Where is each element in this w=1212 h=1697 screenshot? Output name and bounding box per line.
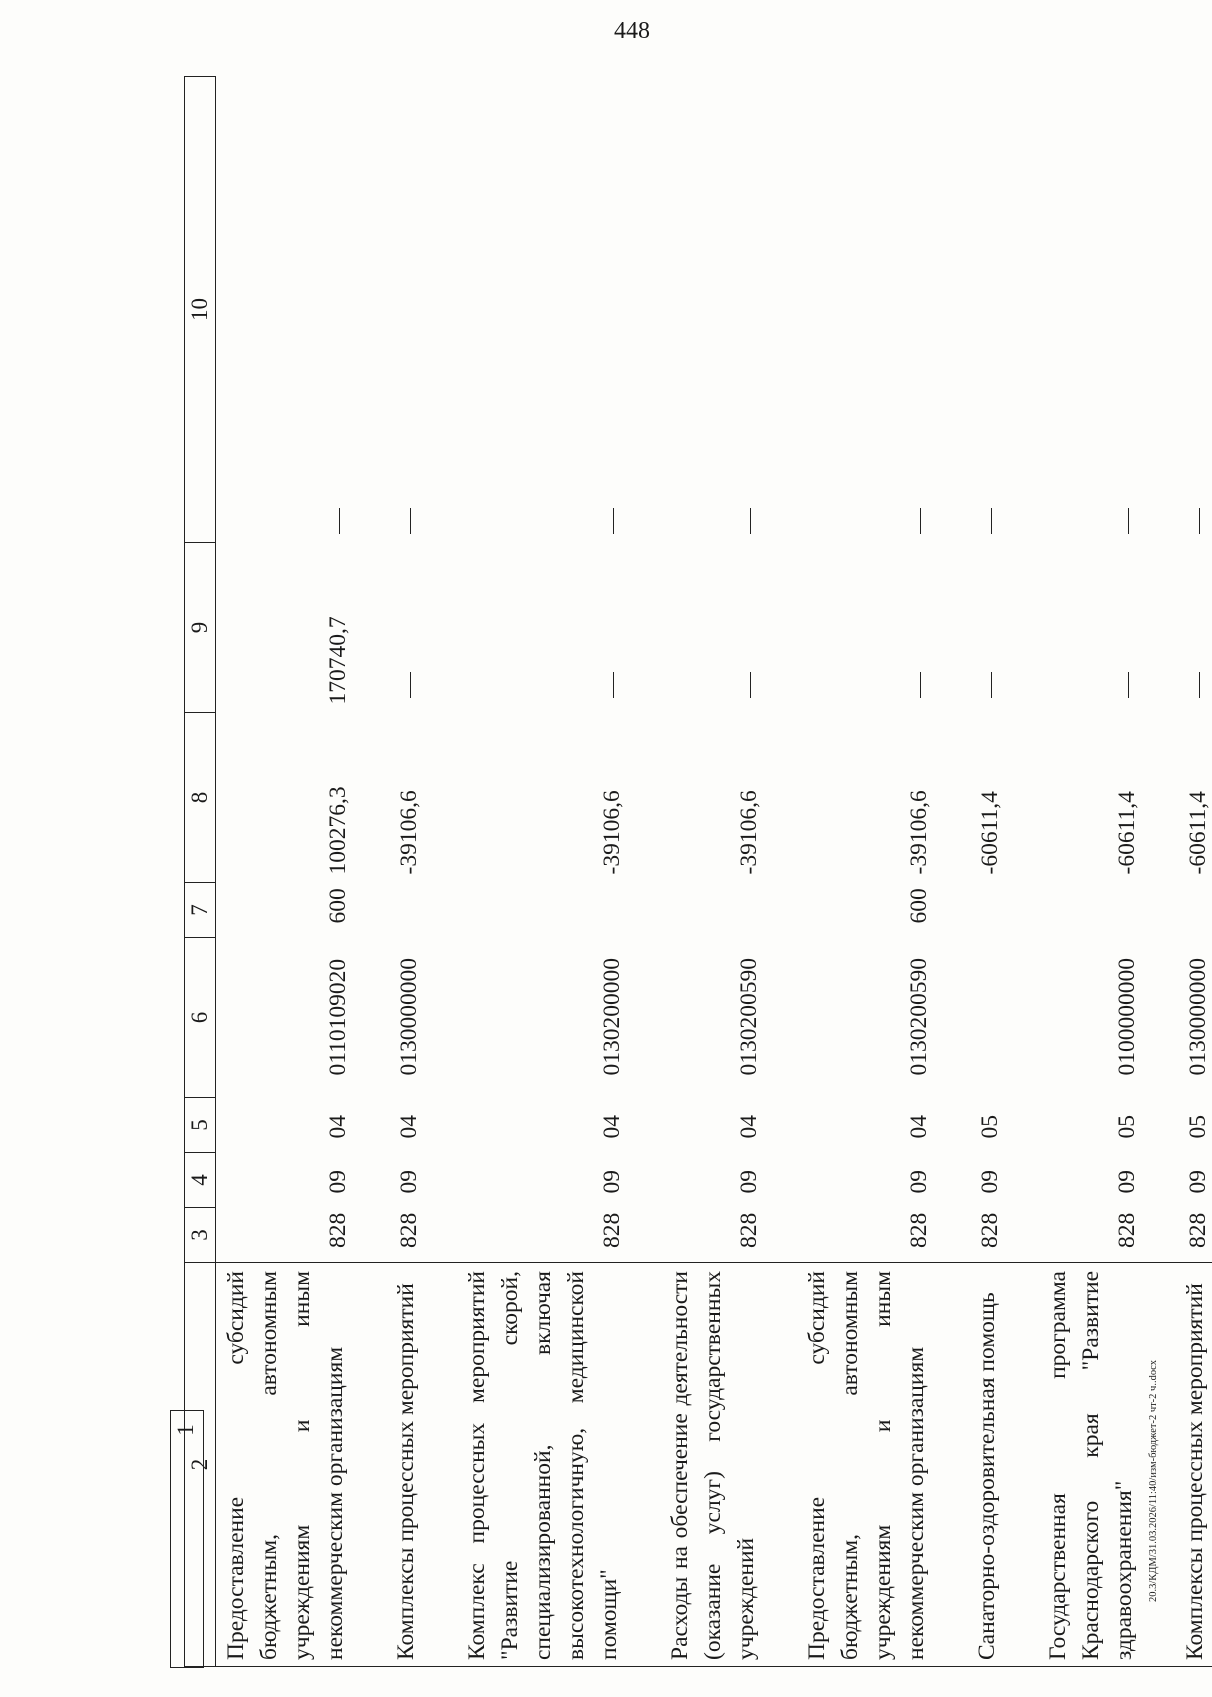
spacer-cell	[352, 1153, 390, 1208]
row-spacer	[933, 77, 971, 1667]
cell-c6: 0100000000	[1114, 958, 1140, 1076]
cell-c7: 600	[325, 888, 351, 924]
document-path-footer: 20.3/КДМ/31.03.2026/11:40/изм-бюджет-2 чт-2 ч..docx	[1148, 1360, 1159, 1602]
spacer-cell	[626, 1263, 664, 1667]
spacer-cell	[423, 543, 461, 713]
dash-mark	[613, 509, 614, 535]
spacer-cell	[933, 883, 971, 938]
spacer-cell	[352, 713, 390, 883]
dash-mark	[750, 509, 751, 535]
dash-mark	[920, 673, 921, 699]
cell-c3: 828	[736, 1212, 762, 1248]
cell-c9	[1179, 543, 1212, 713]
cell-c6: 0110109020	[325, 958, 351, 1076]
cell-c4: 09	[736, 1170, 762, 1194]
spacer-cell	[626, 883, 664, 938]
cell-name: Государственная программа Краснодарского края "Развитие здравоохранения"	[1042, 1263, 1141, 1667]
row-spacer	[352, 77, 390, 1667]
header-col-9: 9	[185, 543, 216, 713]
spacer-cell	[352, 1263, 390, 1667]
cell-c9	[801, 543, 933, 713]
spacer-cell	[626, 1098, 664, 1153]
spacer-cell	[933, 1208, 971, 1263]
cell-c3: 828	[1114, 1212, 1140, 1248]
cell-c9	[461, 543, 626, 713]
header-col-3: 3	[185, 1208, 216, 1263]
spacer-cell	[1141, 1153, 1179, 1208]
spacer-cell	[763, 713, 801, 883]
spacer-cell	[352, 543, 390, 713]
table-row	[801, 77, 933, 1667]
spacer-cell	[933, 713, 971, 883]
spacer-cell	[933, 77, 971, 543]
spacer-cell	[1004, 1208, 1042, 1263]
dash-mark	[339, 509, 340, 535]
spacer-cell	[763, 1153, 801, 1208]
cell-c9	[1042, 543, 1141, 713]
dash-mark	[613, 673, 614, 699]
cell-name: Комплексы процессных мероприятий	[390, 1263, 423, 1667]
row-spacer	[1004, 77, 1042, 1667]
header-col-2: 2	[185, 1263, 216, 1667]
cell-c3: 828	[325, 1212, 351, 1248]
dash-mark	[991, 673, 992, 699]
header-col-6: 6	[185, 938, 216, 1098]
cell-name: Предоставление субсидий бюджетным, автономным учреждениям и иным некоммерческим организациям	[801, 1263, 933, 1667]
spacer-cell	[626, 543, 664, 713]
cell-c5: 05	[1114, 1115, 1140, 1139]
dash-mark	[1128, 509, 1129, 535]
cell-c10	[801, 77, 933, 543]
cell-name: Расходы на обеспечение деятельности (оказание услуг) государственных учреждений	[664, 1263, 763, 1667]
spacer-cell	[1141, 77, 1179, 543]
cell-c7	[664, 883, 763, 938]
cell-c9: 170740,7	[325, 616, 351, 705]
cell-c10	[461, 77, 626, 543]
cell-name: Комплекс процессных мероприятий "Развитие скорой, специализированной, включая высокотехнологичную, медицинской помощи"	[461, 1263, 626, 1667]
dash-mark	[920, 509, 921, 535]
cell-c8: -60611,4	[1114, 791, 1140, 875]
spacer-cell	[423, 77, 461, 543]
spacer-cell	[763, 1263, 801, 1667]
header-col-5: 5	[185, 1098, 216, 1153]
spacer-cell	[763, 938, 801, 1098]
spacer-cell	[1004, 77, 1042, 543]
table-row	[1042, 77, 1141, 1667]
cell-c8: -60611,4	[1185, 791, 1211, 875]
cell-c6	[971, 938, 1004, 1098]
row-spacer	[763, 77, 801, 1667]
cell-c7: 600	[906, 888, 932, 924]
cell-c8: -39106,6	[599, 790, 625, 875]
spacer-cell	[1141, 713, 1179, 883]
spacer-cell	[933, 938, 971, 1098]
cell-c10	[390, 77, 423, 543]
cell-c4: 09	[325, 1170, 351, 1194]
spacer-cell	[933, 543, 971, 713]
cell-c3: 828	[1185, 1212, 1211, 1248]
table-row	[971, 77, 1004, 1667]
spacer-cell	[1141, 1098, 1179, 1153]
table-row	[390, 77, 423, 1667]
row-spacer	[1141, 77, 1179, 1667]
spacer-cell	[352, 938, 390, 1098]
cell-c8: -39106,6	[396, 790, 422, 875]
spacer-cell	[933, 1263, 971, 1667]
spacer-cell	[1004, 883, 1042, 938]
cell-c5: 04	[906, 1115, 932, 1139]
spacer-cell	[626, 1208, 664, 1263]
spacer-cell	[763, 543, 801, 713]
cell-c3: 828	[396, 1212, 422, 1248]
spacer-cell	[423, 883, 461, 938]
spacer-cell	[626, 713, 664, 883]
spacer-cell	[626, 1153, 664, 1208]
header-col-7: 7	[185, 883, 216, 938]
table-body	[216, 77, 1212, 1667]
cell-c5: 04	[325, 1115, 351, 1139]
spacer-cell	[352, 1098, 390, 1153]
budget-table	[184, 76, 1212, 1667]
cell-c6: 0130000000	[1185, 958, 1211, 1076]
spacer-cell	[1004, 713, 1042, 883]
cell-c3: 828	[599, 1212, 625, 1248]
cell-name: Предоставление субсидий бюджетным, автономным учреждениям и иным некоммерческим организациям	[216, 1263, 353, 1667]
dash-mark	[1199, 509, 1200, 535]
cell-name: Санаторно-оздоровительная помощь	[971, 1263, 1004, 1667]
spacer-cell	[1004, 543, 1042, 713]
row-spacer	[423, 77, 461, 1667]
cell-c5: 05	[1185, 1115, 1211, 1139]
cell-c10	[216, 77, 353, 543]
dash-mark	[991, 509, 992, 535]
spacer-cell	[1141, 883, 1179, 938]
spacer-cell	[626, 938, 664, 1098]
cell-c9	[971, 543, 1004, 713]
spacer-cell	[423, 1098, 461, 1153]
cell-c9	[390, 543, 423, 713]
cell-c10	[664, 77, 763, 543]
cell-c3: 828	[906, 1212, 932, 1248]
cell-c4: 09	[977, 1170, 1003, 1194]
dash-mark	[410, 673, 411, 699]
spacer-cell	[352, 1208, 390, 1263]
cell-c5: 04	[736, 1115, 762, 1139]
spacer-cell	[1141, 1263, 1179, 1667]
dash-mark	[1199, 673, 1200, 699]
spacer-cell	[423, 1153, 461, 1208]
row-spacer	[626, 77, 664, 1667]
cell-c8: 100276,3	[325, 786, 351, 875]
spacer-cell	[1141, 938, 1179, 1098]
cell-c5: 04	[396, 1115, 422, 1139]
spacer-cell	[933, 1153, 971, 1208]
header-col-1-label: 1	[173, 1424, 198, 1436]
cell-c6: 0130000000	[396, 958, 422, 1076]
table-row	[664, 77, 763, 1667]
cell-c10	[1042, 77, 1141, 543]
spacer-cell	[352, 883, 390, 938]
cell-c6: 0130200000	[599, 958, 625, 1076]
spacer-cell	[352, 77, 390, 543]
cell-c8: -60611,4	[977, 791, 1003, 875]
cell-c8: -39106,6	[736, 790, 762, 875]
cell-c9	[664, 543, 763, 713]
cell-c4: 09	[599, 1170, 625, 1194]
cell-c7	[1179, 883, 1212, 938]
cell-c4: 09	[396, 1170, 422, 1194]
table-row	[216, 77, 353, 1667]
dash-mark	[750, 673, 751, 699]
cell-name: Комплексы процессных мероприятий	[1179, 1263, 1212, 1667]
header-col-10: 10	[185, 77, 216, 543]
table-row	[461, 77, 626, 1667]
spacer-cell	[933, 1098, 971, 1153]
table-row	[1179, 77, 1212, 1667]
cell-c7	[971, 883, 1004, 938]
spacer-cell	[1141, 1208, 1179, 1263]
spacer-cell	[423, 1208, 461, 1263]
spacer-cell	[763, 77, 801, 543]
dash-mark	[1128, 673, 1129, 699]
spacer-cell	[423, 938, 461, 1098]
cell-c5: 04	[599, 1115, 625, 1139]
cell-c6: 0130200590	[906, 958, 932, 1076]
spacer-cell	[1004, 1153, 1042, 1208]
cell-c4: 09	[1185, 1170, 1211, 1194]
header-col-8: 8	[185, 713, 216, 883]
spacer-cell	[1004, 1263, 1042, 1667]
cell-c7	[390, 883, 423, 938]
spacer-cell	[1141, 543, 1179, 713]
cell-c4: 09	[1114, 1170, 1140, 1194]
page-number: 448	[614, 18, 650, 44]
cell-c3: 828	[977, 1212, 1003, 1248]
dash-mark	[410, 509, 411, 535]
cell-c7	[1042, 883, 1141, 938]
spacer-cell	[1004, 1098, 1042, 1153]
spacer-cell	[763, 883, 801, 938]
cell-c6: 0130200590	[736, 958, 762, 1076]
cell-c8: -39106,6	[906, 790, 932, 875]
cell-c4: 09	[906, 1170, 932, 1194]
header-col-1	[170, 1410, 204, 1668]
spacer-cell	[423, 713, 461, 883]
header-col-4: 4	[185, 1153, 216, 1208]
cell-c10	[971, 77, 1004, 543]
cell-c10	[1179, 77, 1212, 543]
spacer-cell	[763, 1098, 801, 1153]
cell-c5: 05	[977, 1115, 1003, 1139]
spacer-cell	[626, 77, 664, 543]
cell-c7	[461, 883, 626, 938]
spacer-cell	[423, 1263, 461, 1667]
spacer-cell	[763, 1208, 801, 1263]
spacer-cell	[1004, 938, 1042, 1098]
